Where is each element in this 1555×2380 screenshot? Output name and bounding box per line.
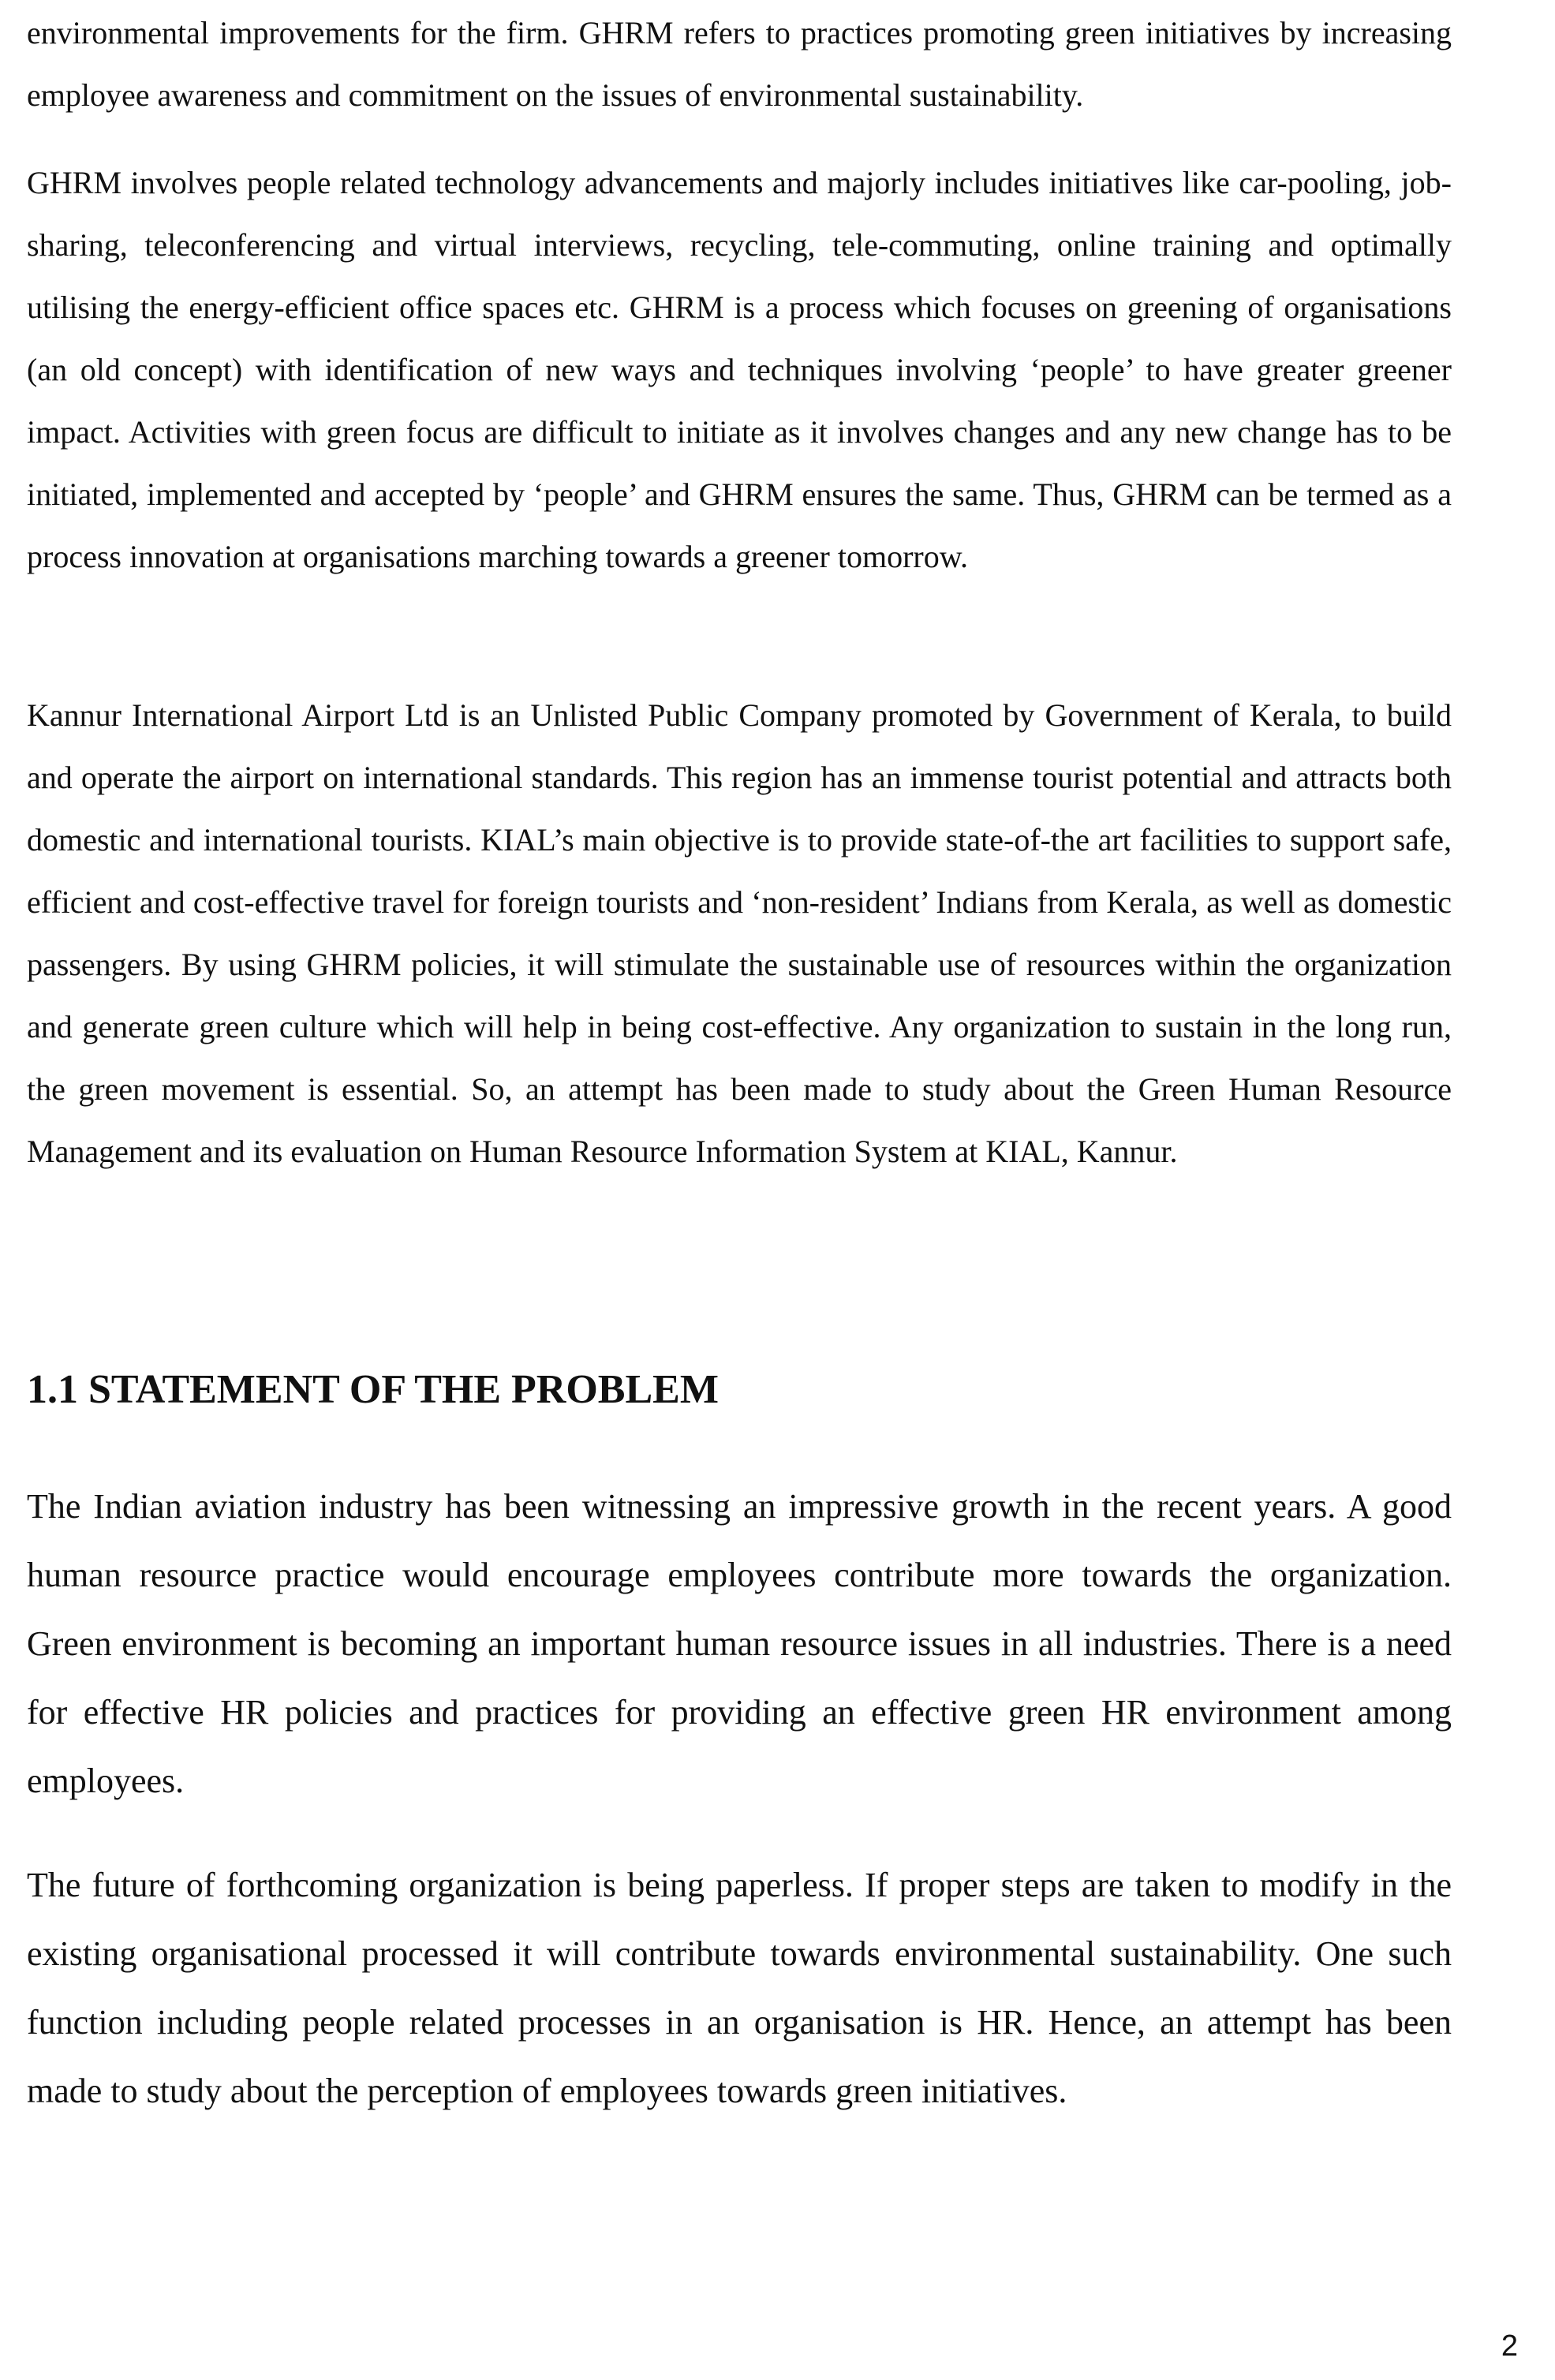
- section-heading: 1.1 STATEMENT OF THE PROBLEM: [27, 1367, 719, 1412]
- paragraph-kial-overview: Kannur International Airport Ltd is an Unlisted Public Company promoted by Government of Kerala, to build and operate the airport on international standards. This region has an immense tourist potential and attracts both domestic and international tourists. KIAL’s main objective is to provide state-of-the art facilities to support safe, efficient and cost-effective travel for foreign tourists and ‘non-resident’ Indians from Kerala, as well as domestic passengers. By using GHRM policies, it will stimulate the sustainable use of resources within the organization and generate green culture which will help in being cost-effective. Any organization to sustain in the long run, the green movement is essential. So, an attempt has been made to study about the Green Human Resource Management and its evaluation on Human Resource Information System at KIAL, Kannur.: [27, 697, 1452, 1169]
- paragraph-problem-paperless: The future of forthcoming organization is being paperless. If proper steps are taken to modify in the existing organisational processed it will contribute towards environmental sustainability. One such function including people related processes in an organisation is HR. Hence, an attempt has been made to study about the perception of employees towards green initiatives.: [27, 1866, 1452, 2110]
- paragraph-problem-aviation: The Indian aviation industry has been witnessing an impressive growth in the recent years. A good human resource practice would encourage employees contribute more towards the organization. Green environment is becoming an important human resource issues in all industries. There is a need for effective HR policies and practices for providing an effective green HR environment among employees.: [27, 1487, 1452, 1800]
- page-number: 2: [1501, 2330, 1518, 2363]
- paragraph-ghrm-definition: environmental improvements for the firm. GHRM refers to practices promoting green initiatives by increasing employee awareness and commitment on the issues of environmental sustainability.: [27, 15, 1452, 113]
- paragraph-ghrm-initiatives: GHRM involves people related technology advancements and majorly includes initiatives like car-pooling, job-sharing, teleconferencing and virtual interviews, recycling, tele-commuting, online training and optimally utilising the energy-efficient office spaces etc. GHRM is a process which focuses on greening of organisations (an old concept) with identification of new ways and techniques involving ‘people’ to have greater greener impact. Activities with green focus are difficult to initiate as it involves changes and any new change has to be initiated, implemented and accepted by ‘people’ and GHRM ensures the same. Thus, GHRM can be termed as a process innovation at organisations marching towards a greener tomorrow.: [27, 165, 1452, 574]
